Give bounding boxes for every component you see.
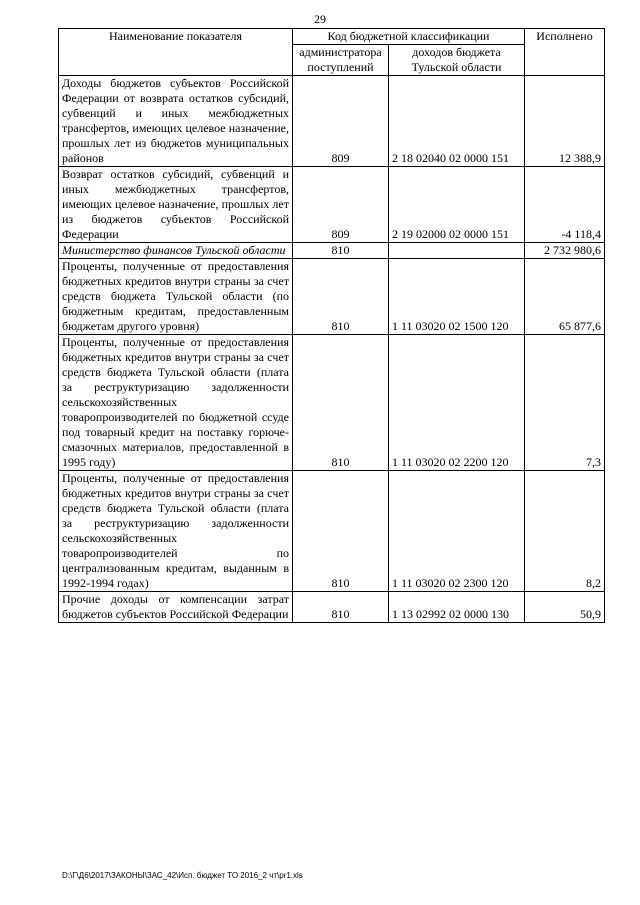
admin-code-cell: 810	[293, 243, 389, 259]
indicator-name-cell: Проценты, полученные от предоставления бюджетных кредитов внутри страны за счет средств бюджета Тульской области (по бюджетным кредитам, предоставленным бюджетам другого уровня)	[59, 259, 293, 335]
indicator-name-cell: Проценты, полученные от предоставления бюджетных кредитов внутри страны за счет средств бюджета Тульской области (плата за реструктуризацию задолженности сельскохозяйственных товаропроизводителей по бюджетной ссуде под товарный кредит на поставку горюче-смазочных материалов, предоставленной в 1995 году)	[59, 335, 293, 471]
indicator-name-cell: Проценты, полученные от предоставления бюджетных кредитов внутри страны за счет средств бюджета Тульской области (плата за реструктуризацию задолженности сельскохозяйственных товаропроизводителей по централизованным кредитам, выданным в 1992-1994 годах)	[59, 471, 293, 592]
table-row	[59, 259, 605, 335]
table-row	[59, 243, 605, 259]
revenue-code-cell: 2 18 02040 02 0000 151	[389, 76, 525, 167]
admin-code-cell: 810	[293, 592, 389, 623]
header-row-top	[59, 29, 605, 45]
indicator-name-cell: Прочие доходы от компенсации затрат бюджетов субъектов Российской Федерации	[59, 592, 293, 623]
table-row	[59, 167, 605, 243]
table-row	[59, 76, 605, 167]
admin-code-cell: 810	[293, 259, 389, 335]
indicator-name-cell: Министерство финансов Тульской области	[59, 243, 293, 259]
classification-code-header: Код бюджетной классификации	[293, 29, 525, 45]
executed-amount-cell: 65 877,6	[525, 259, 605, 335]
revenue-code-cell: 1 11 03020 02 2200 120	[389, 335, 525, 471]
budget-revenue-table	[58, 28, 605, 623]
table-row	[59, 335, 605, 471]
table-row	[59, 592, 605, 623]
executed-amount-cell: -4 118,4	[525, 167, 605, 243]
admin-code-cell: 809	[293, 76, 389, 167]
executed-amount-cell: 2 732 980,6	[525, 243, 605, 259]
admin-code-header: администратора поступлений	[293, 45, 389, 76]
executed-amount-cell: 12 388,9	[525, 76, 605, 167]
revenue-code-header: доходов бюджета Тульской области	[389, 45, 525, 76]
admin-code-cell: 810	[293, 335, 389, 471]
revenue-code-cell: 1 11 03020 02 1500 120	[389, 259, 525, 335]
admin-code-cell: 809	[293, 167, 389, 243]
indicator-name-header: Наименование показателя	[59, 29, 293, 76]
admin-code-cell: 810	[293, 471, 389, 592]
indicator-name-cell: Возврат остатков субсидий, субвенций и иных межбюджетных трансфертов, имеющих целевое назначение, прошлых лет из бюджетов субъектов Российской Федерации	[59, 167, 293, 243]
table-body	[59, 76, 605, 623]
table-row	[59, 471, 605, 592]
executed-amount-cell: 8,2	[525, 471, 605, 592]
footer-file-path: D:\Г\Д6\2017\ЗАКОНЫ\ЗАС_42\Исп. бюджет ТО 2016_2 чт\pr1.xls	[62, 871, 303, 880]
revenue-code-cell: 2 19 02000 02 0000 151	[389, 167, 525, 243]
revenue-code-cell	[389, 243, 525, 259]
indicator-name-cell: Доходы бюджетов субъектов Российской Федерации от возврата остатков субсидий, субвенций и иных межбюджетных трансфертов, имеющих целевое назначение, прошлых лет из бюджетов муниципальных районов	[59, 76, 293, 167]
revenue-code-cell: 1 13 02992 02 0000 130	[389, 592, 525, 623]
revenue-code-cell: 1 11 03020 02 2300 120	[389, 471, 525, 592]
executed-amount-cell: 50,9	[525, 592, 605, 623]
executed-header: Исполнено	[525, 29, 605, 76]
executed-amount-cell: 7,3	[525, 335, 605, 471]
page-number: 29	[314, 12, 326, 26]
